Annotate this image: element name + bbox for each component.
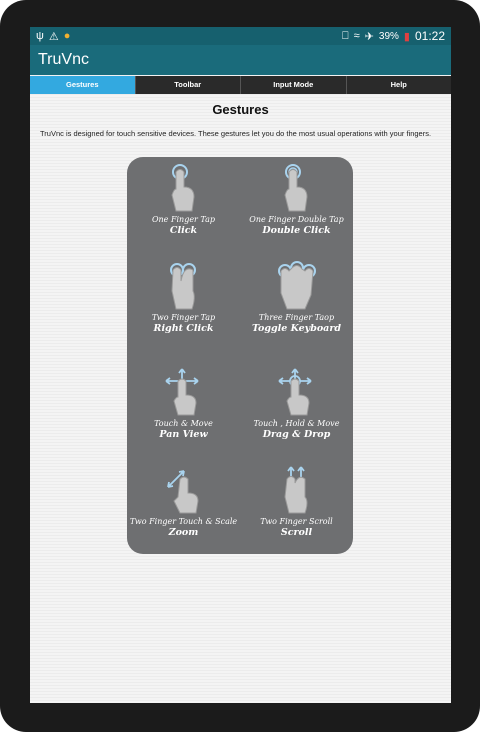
gesture-name: Two Finger Touch & Scale [129,517,238,526]
tab-gestures[interactable]: Gestures [30,76,136,94]
two-finger-tap-icon [164,261,204,311]
tab-help[interactable]: Help [390,80,407,89]
pan-icon [162,367,206,417]
tab-toolbar[interactable]: Toolbar [136,76,242,94]
gesture-name: Touch & Move [154,419,213,428]
battery-icon: ▮ [403,30,410,43]
warning-icon: ⚠ [48,30,59,43]
gesture-action: Scroll [280,527,313,538]
gesture-action: Zoom [168,527,199,538]
gesture-scroll [240,459,353,554]
gesture-zoom [127,459,240,554]
gesture-action: Toggle Keyboard [252,323,341,334]
app-title: TruVnc [38,51,89,68]
wifi-icon: ≈ [353,30,360,42]
page-title: Gestures [212,102,269,117]
usb-icon: ψ [36,30,44,42]
one-finger-tap-icon [164,163,204,213]
gesture-touch-move [127,361,240,456]
gesture-name: One Finger Tap [151,215,216,224]
status-bar [30,27,451,45]
double-tap-icon [277,163,317,213]
airplane-icon: ✈ [364,30,374,43]
gesture-action: Pan View [159,429,208,440]
zoom-icon [162,465,206,515]
three-finger-tap-icon [275,261,319,311]
clock: 01:22 [414,29,445,43]
page-description: TruVnc is designed for touch sensitive devices. These gestures let you do the most usual operations with your fingers. [40,129,432,138]
gesture-name: Touch , Hold & Move [253,419,340,428]
gesture-action: Right Click [153,323,214,334]
gesture-name: Two Finger Tap [151,313,216,322]
content-area [30,94,451,703]
gestures-card [127,157,353,554]
gesture-action: Click [169,225,198,236]
screen [30,27,451,703]
tab-bar [30,76,451,94]
gesture-two-finger-tap [127,255,240,350]
gesture-name: Three Finger Taop [258,313,335,322]
gesture-action: Double Click [262,225,331,236]
gesture-double-tap [240,157,353,252]
gesture-drag-drop [240,361,353,456]
tab-input-mode[interactable]: Input Mode [241,76,347,94]
battery-percent: 39% [378,30,399,42]
gesture-name: One Finger Double Tap [249,215,344,224]
gesture-action: Drag & Drop [262,429,331,440]
mute-icon: ⎕ [342,29,349,42]
app-bar [30,45,451,75]
gesture-one-finger-tap [127,157,240,252]
gesture-name: Two Finger Scroll [260,517,333,526]
scroll-icon [275,465,319,515]
alert-icon: ● [63,30,71,42]
drag-drop-icon [275,367,319,417]
gesture-three-finger-tap [240,255,353,350]
